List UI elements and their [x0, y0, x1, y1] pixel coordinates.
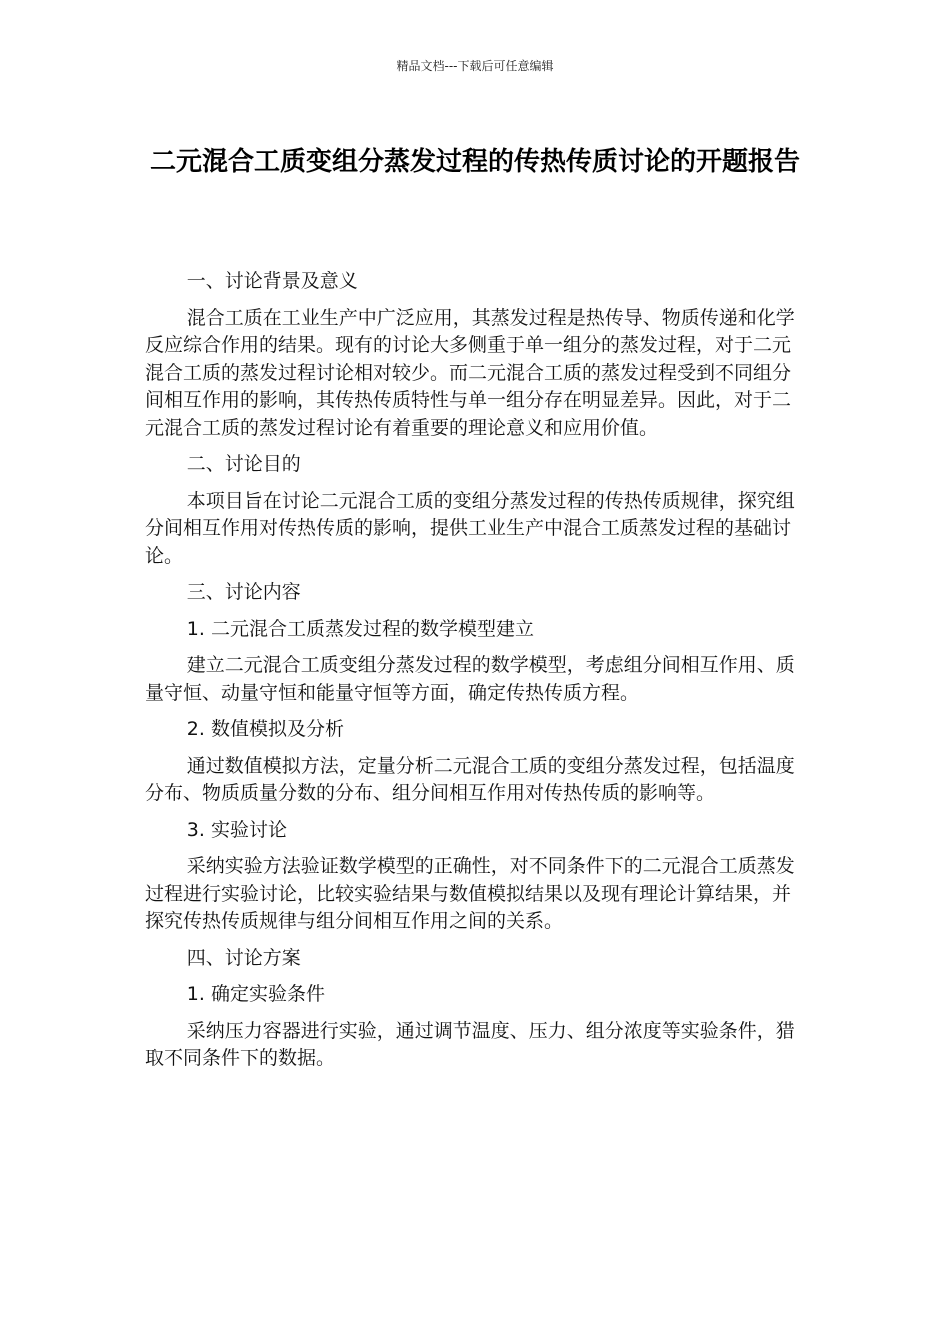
section-heading-objective: 二、讨论目的 — [186, 453, 301, 475]
section-heading-content: 三、讨论内容 — [186, 581, 301, 603]
paragraph-objective: 本项目旨在讨论二元混合工质的变组分蒸发过程的传热传质规律，探究组分间相互作用对传热传质的影响，提供工业生产中混合工质蒸发过程的基础讨论。 — [145, 489, 795, 567]
subsection-heading-conditions: 1. 确定实验条件 — [186, 983, 325, 1005]
subsection-heading-simulation: 2. 数值模拟及分析 — [186, 718, 344, 740]
paragraph-conditions: 采纳压力容器进行实验，通过调节温度、压力、组分浓度等实验条件，猎取不同条件下的数据。 — [145, 1019, 795, 1069]
page-header-note: 精品文档---下载后可任意编辑 — [396, 59, 554, 73]
document-body — [145, 268, 795, 1082]
subsection-heading-experiment: 3. 实验讨论 — [186, 818, 287, 841]
subsection-heading-model: 1. 二元混合工质蒸发过程的数学模型建立 — [186, 617, 534, 640]
section-heading-background: 一、讨论背景及意义 — [186, 270, 358, 292]
paragraph-model: 建立二元混合工质变组分蒸发过程的数学模型，考虑组分间相互作用、质量守恒、动量守恒和能量守恒等方面，确定传热传质方程。 — [145, 654, 795, 704]
section-heading-plan: 四、讨论方案 — [186, 946, 301, 969]
paragraph-simulation: 通过数值模拟方法，定量分析二元混合工质的变组分蒸发过程，包括温度分布、物质质量分数的分布、组分间相互作用对传热传质的影响等。 — [145, 754, 795, 804]
paragraph-experiment: 采纳实验方法验证数学模型的正确性，对不同条件下的二元混合工质蒸发过程进行实验讨论，比较实验结果与数值模拟结果以及现有理论计算结果，并探究传热传质规律与组分间相互作用之间的关系。 — [145, 855, 795, 932]
document-title: 二元混合工质变组分蒸发过程的传热传质讨论的开题报告 — [149, 147, 800, 177]
paragraph-background: 混合工质在工业生产中广泛应用，其蒸发过程是热传导、物质传递和化学反应综合作用的结果。现有的讨论大多侧重于单一组分的蒸发过程，对于二元混合工质的蒸发过程讨论相对较少。而二元混合工质的蒸发过程受到不同组分间相互作用的影响，其传热传质特性与单一组分存在明显差异。因此，对于二元混合工质的蒸发过程讨论有着重要的理论意义和应用价值。 — [145, 306, 795, 439]
